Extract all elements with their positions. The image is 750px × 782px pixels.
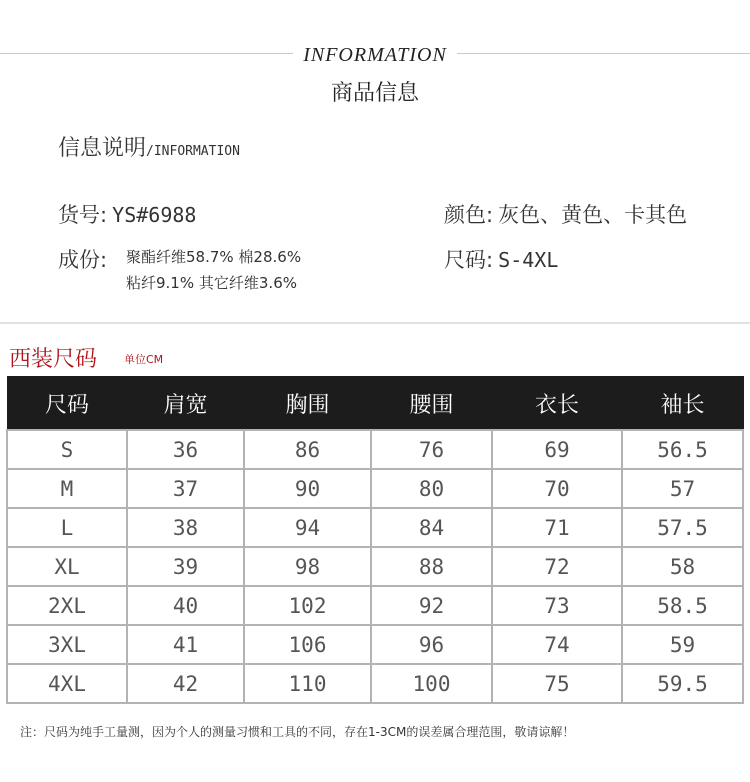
color-value: 灰色、黄色、卡其色 bbox=[498, 203, 688, 227]
table-cell: 41 bbox=[127, 625, 244, 664]
header-waist: 腰围 bbox=[371, 377, 492, 431]
table-cell: 88 bbox=[371, 547, 492, 586]
table-cell: 110 bbox=[244, 664, 371, 703]
section-title: 信息说明 bbox=[58, 136, 147, 161]
size-table bbox=[6, 376, 744, 704]
composition-line-1: 聚酯纤维58.7% 棉28.6% bbox=[126, 248, 302, 266]
table-cell: 69 bbox=[492, 430, 622, 469]
size-value: S-4XL bbox=[498, 248, 559, 272]
section-subtitle: /INFORMATION bbox=[146, 144, 240, 159]
table-cell: 96 bbox=[371, 625, 492, 664]
section-heading bbox=[58, 131, 240, 162]
table-row bbox=[7, 508, 743, 547]
table-cell: 71 bbox=[492, 508, 622, 547]
table-cell: 4XL bbox=[7, 664, 127, 703]
size-table-title: 西装尺码 bbox=[9, 347, 98, 372]
table-row bbox=[7, 586, 743, 625]
table-cell: 90 bbox=[244, 469, 371, 508]
header-chest: 胸围 bbox=[244, 377, 371, 431]
table-cell: 74 bbox=[492, 625, 622, 664]
table-cell: 56.5 bbox=[622, 430, 743, 469]
table-cell: 102 bbox=[244, 586, 371, 625]
table-row bbox=[7, 664, 743, 703]
header-sleeve: 袖长 bbox=[622, 377, 743, 431]
table-cell: 39 bbox=[127, 547, 244, 586]
table-cell: XL bbox=[7, 547, 127, 586]
table-row bbox=[7, 547, 743, 586]
table-cell: 38 bbox=[127, 508, 244, 547]
composition-label-wrap bbox=[58, 244, 107, 274]
table-cell: 58 bbox=[622, 547, 743, 586]
english-title: INFORMATION bbox=[0, 44, 750, 67]
middle-divider bbox=[0, 322, 750, 324]
color-info bbox=[444, 199, 687, 229]
header-length: 衣长 bbox=[492, 377, 622, 431]
chinese-title: 商品信息 bbox=[330, 81, 419, 106]
size-range bbox=[444, 244, 558, 274]
table-row bbox=[7, 430, 743, 469]
table-cell: 86 bbox=[244, 430, 371, 469]
table-cell: 2XL bbox=[7, 586, 127, 625]
header-size: 尺码 bbox=[7, 377, 127, 431]
measurement-note: 注：尺码为纯手工量测，因为个人的测量习惯和工具的不同，存在1-3CM的误差属合理范围，敬请谅解！ bbox=[20, 725, 575, 739]
table-cell: 59.5 bbox=[622, 664, 743, 703]
item-number-value: YS#6988 bbox=[112, 203, 197, 227]
table-cell: 106 bbox=[244, 625, 371, 664]
header-shoulder: 肩宽 bbox=[127, 377, 244, 431]
color-label: 颜色: bbox=[444, 203, 494, 227]
table-cell: 40 bbox=[127, 586, 244, 625]
table-cell: 98 bbox=[244, 547, 371, 586]
table-cell: 100 bbox=[371, 664, 492, 703]
table-cell: 37 bbox=[127, 469, 244, 508]
table-cell: 36 bbox=[127, 430, 244, 469]
composition-line-2: 粘纤9.1% 其它纤维3.6% bbox=[126, 274, 297, 292]
table-cell: 3XL bbox=[7, 625, 127, 664]
table-cell: M bbox=[7, 469, 127, 508]
table-cell: 84 bbox=[371, 508, 492, 547]
table-cell: 59 bbox=[622, 625, 743, 664]
size-label: 尺码: bbox=[444, 248, 494, 272]
table-cell: 75 bbox=[492, 664, 622, 703]
table-cell: L bbox=[7, 508, 127, 547]
item-number bbox=[58, 199, 196, 229]
table-cell: S bbox=[7, 430, 127, 469]
table-cell: 57 bbox=[622, 469, 743, 508]
table-row bbox=[7, 469, 743, 508]
table-cell: 76 bbox=[371, 430, 492, 469]
table-header-row bbox=[7, 377, 743, 431]
table-cell: 94 bbox=[244, 508, 371, 547]
table-cell: 73 bbox=[492, 586, 622, 625]
size-table-unit: 单位CM bbox=[124, 353, 164, 366]
table-row bbox=[7, 625, 743, 664]
table-cell: 58.5 bbox=[622, 586, 743, 625]
item-number-label: 货号: bbox=[58, 203, 108, 227]
table-cell: 70 bbox=[492, 469, 622, 508]
table-cell: 80 bbox=[371, 469, 492, 508]
table-cell: 92 bbox=[371, 586, 492, 625]
table-cell: 72 bbox=[492, 547, 622, 586]
table-cell: 42 bbox=[127, 664, 244, 703]
composition-label: 成份: bbox=[58, 248, 108, 272]
table-cell: 57.5 bbox=[622, 508, 743, 547]
